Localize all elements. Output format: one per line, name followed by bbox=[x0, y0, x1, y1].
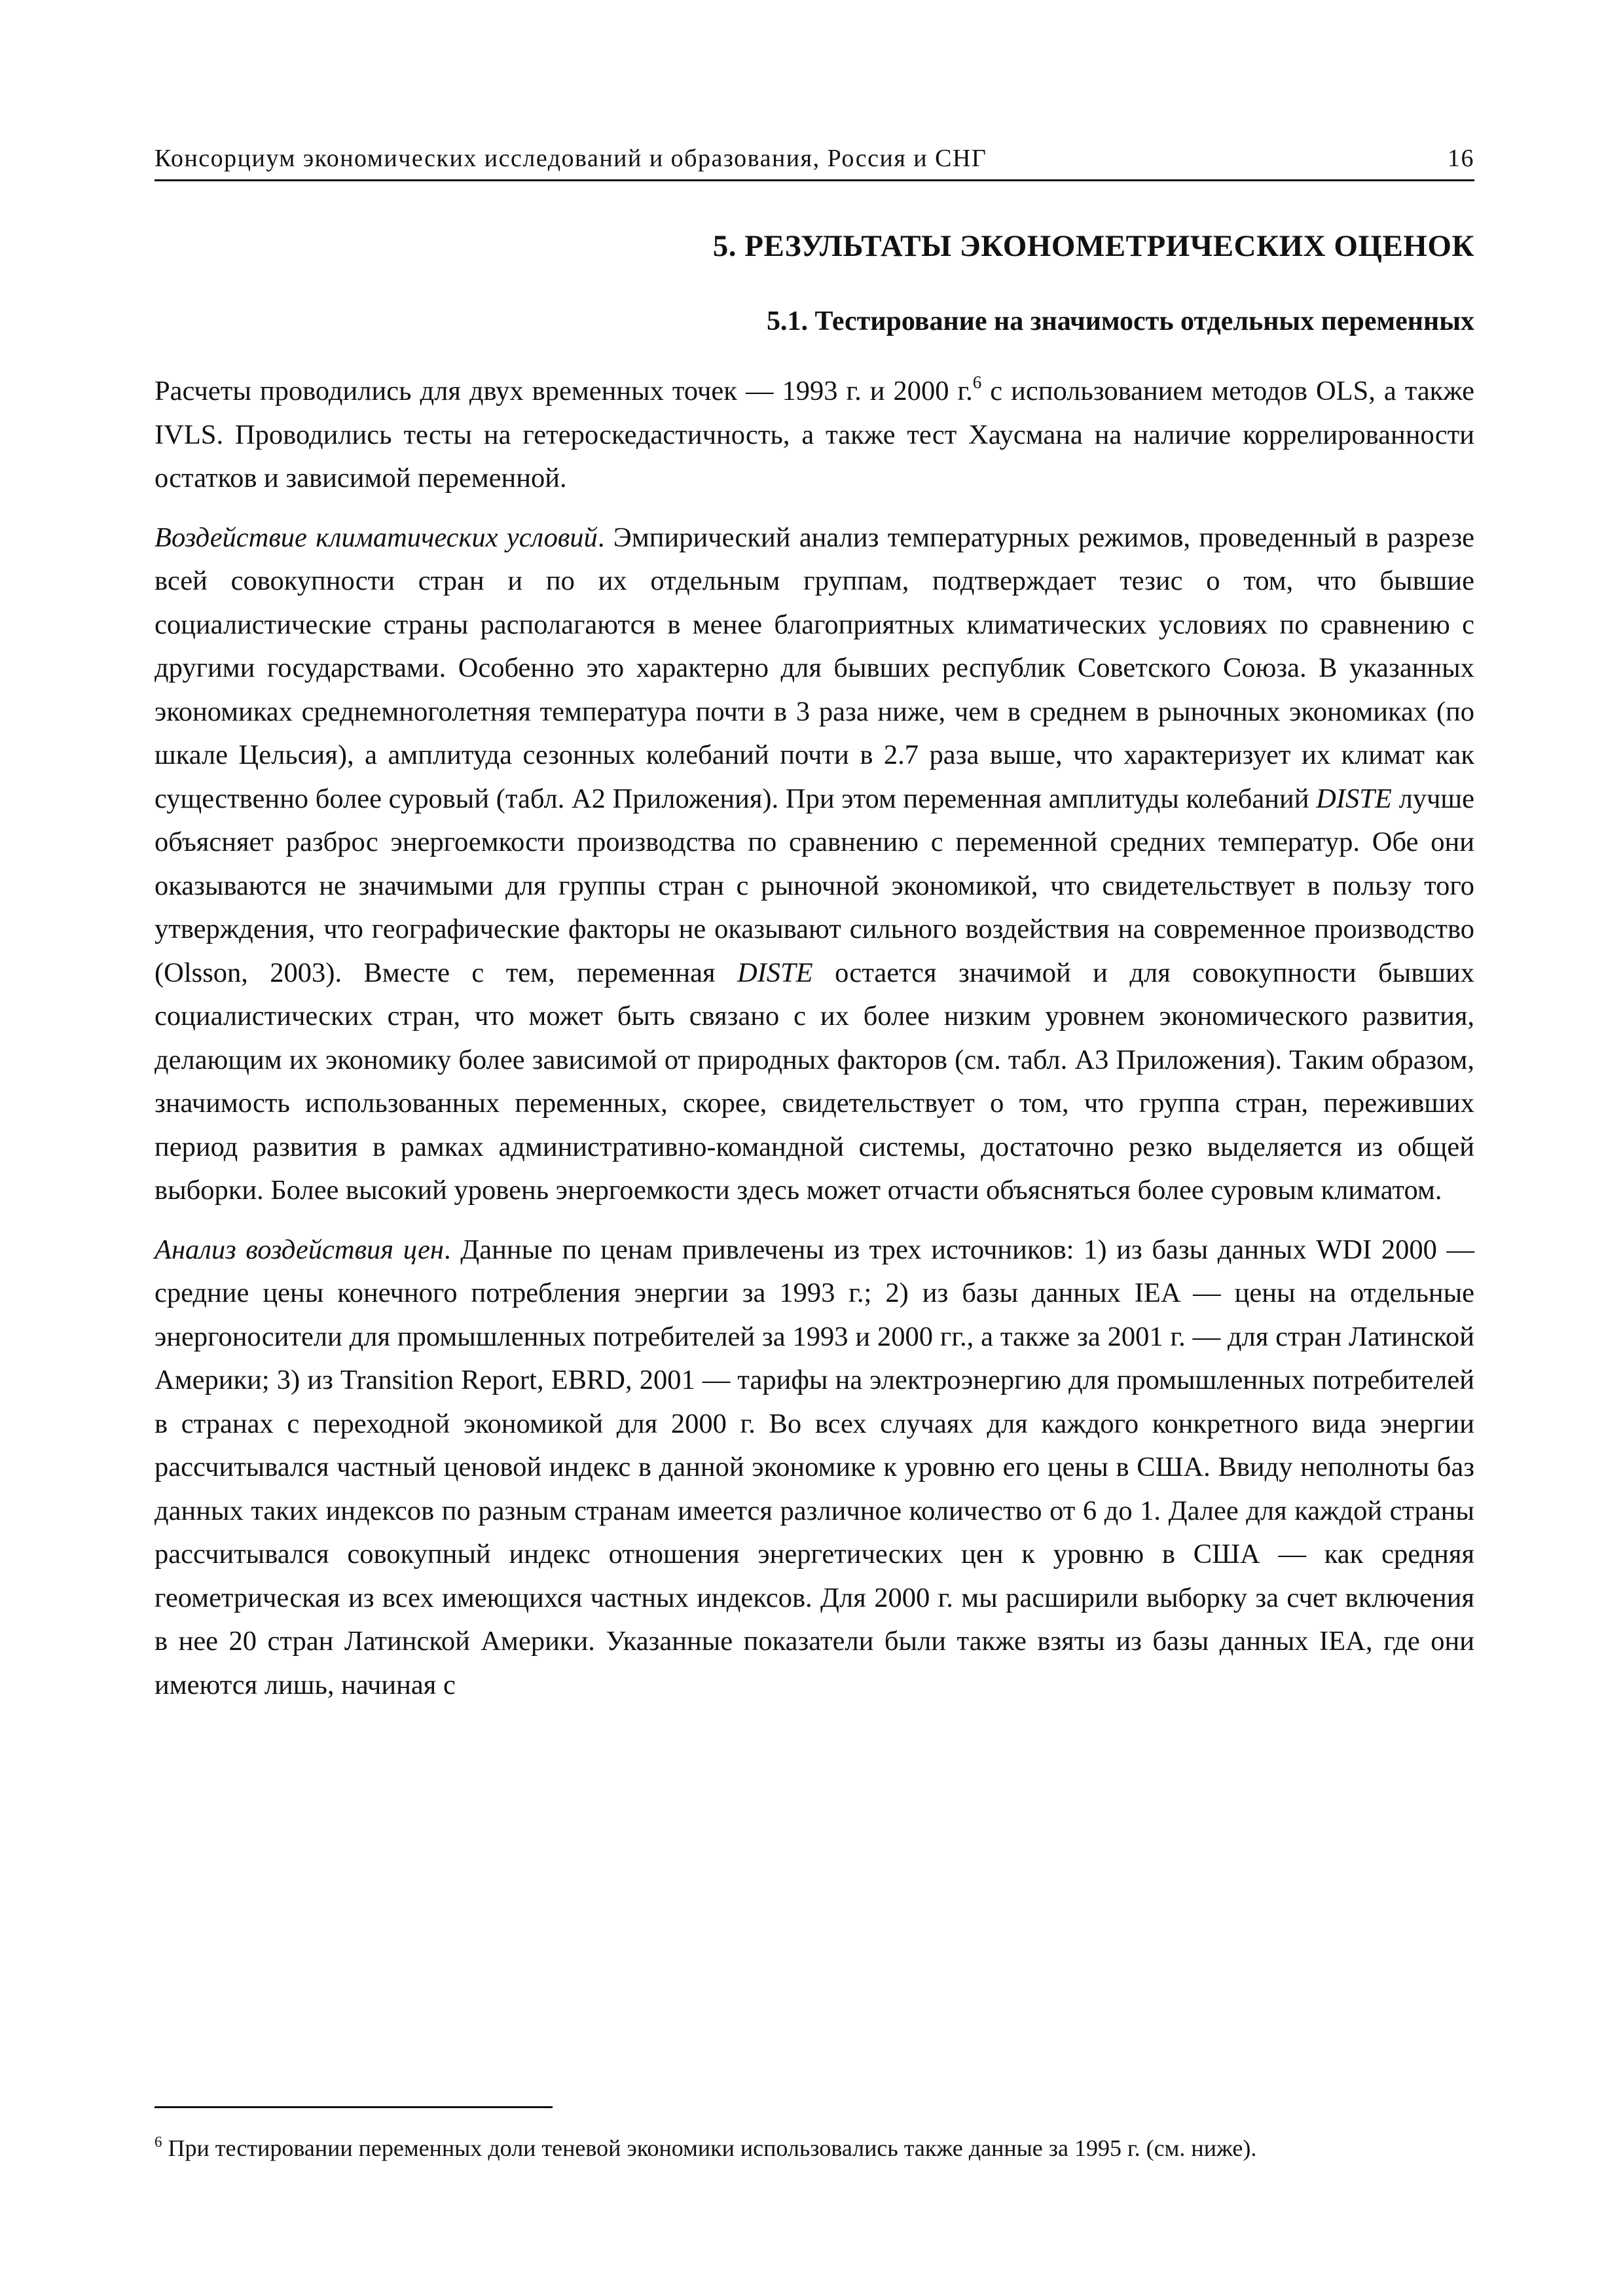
paragraph-text: . Данные по ценам привлечены из трех источников: 1) из базы данных WDI 2000 — средние цены конечного потребления энергии за 1993 г.; 2) из базы данных IEA — цены на отдельные энергоносители для промышленных потребителей за 1993 и 2000 гг., а также за 2001 г. — для стран Латинской Америки; 3) из Transition Report, EBRD, 2001 — тарифы на электроэнергию для промышленных потребителей в странах с переходной экономикой для 2000 г. Во всех случаях для каждого конкретного вида энергии рассчитывался частный ценовой индекс в данной экономике к уровню его цены в США. Ввиду неполноты баз данных таких индексов по разным странам имеется различное количество от 6 до 1. Далее для каждой страны рассчитывался совокупный индекс отношения энергетических цен к уровню в США — как средняя геометрическая из всех имеющихся частных индексов. Для 2000 г. мы расширили выборку за счет включения в нее 20 стран Латинской Америки. Указанные показатели были также взяты из базы данных IEA, где они имеются лишь, начиная с bbox=[155, 1234, 1474, 1700]
footnote-divider bbox=[155, 2106, 553, 2108]
page-number: 16 bbox=[1448, 145, 1474, 172]
paragraph-lead-prices: Анализ воздействия цен bbox=[155, 1234, 444, 1265]
section-title: 5. РЕЗУЛЬТАТЫ ЭКОНОМЕТРИЧЕСКИХ ОЦЕНОК bbox=[712, 229, 1474, 263]
paragraph-climate bbox=[155, 516, 1474, 1213]
paragraph-text: Расчеты проводились для двух временных точек — 1993 г. и 2000 г. bbox=[155, 376, 973, 406]
paragraph-lead-climate: Воздействие климатических условий bbox=[155, 522, 598, 553]
page-content bbox=[155, 144, 1474, 1707]
paragraph-text: лучше объясняет разброс энергоемкости производства по сравнению с переменной средних температур. Обе они оказываются не значимыми для группы стран с рыночной экономикой, что свидетельствует в пользу того утверждения, что географические факторы не оказывают сильного воздействия на современное производство (Olsson, 2003). Вместе с тем, переменная bbox=[155, 783, 1474, 988]
paragraph-text: с использованием методов OLS, а также IVLS. Проводились тесты на гетероскедастичность, а также тест Хаусмана на наличие коррелированности остатков и зависимой переменной. bbox=[155, 376, 1475, 493]
running-title: Консорциум экономических исследований и образования, Россия и СНГ bbox=[155, 145, 987, 172]
paragraph-text: остается значимой и для совокупности бывших социалистических стран, что может быть связано с их более низким уровнем экономического развития, делающим их экономику более зависимой от природных факторов (см. табл. А3 Приложения). Таким образом, значимость использованных переменных, скорее, свидетельствует о том, что группа стран, переживших период развития в рамках административно-командной системы, достаточно резко выделяется из общей выборки. Более высокий уровень энергоемкости здесь может отчасти объясняться более суровым климатом. bbox=[155, 957, 1475, 1206]
paragraph-methods bbox=[155, 370, 1474, 501]
running-header bbox=[155, 144, 1474, 181]
paragraph-text: . Эмпирический анализ температурных режимов, проведенный в разрезе всей совокупности стран и по их отдельным группам, подтверждает тезис о том, что бывшие социалистические страны располагаются в менее благоприятных климатических условиях по сравнению с другими государствами. Особенно это характерно для бывших республик Советского Союза. В указанных экономиках среднемноголетняя температура почти в 3 раза ниже, чем в среднем в рыночных экономиках (по шкале Цельсия), а амплитуда сезонных колебаний почти в 2.7 раза выше, что характеризует их климат как существенно более суровый (табл. А2 Приложения). При этом переменная амплитуды колебаний bbox=[155, 522, 1474, 814]
footnote-text: При тестировании переменных доли теневой экономики использовались также данные за 1995 г. (см. ниже). bbox=[162, 2135, 1257, 2161]
footnote bbox=[155, 2132, 1474, 2164]
footnote-reference[interactable]: 6 bbox=[972, 372, 982, 392]
variable-name: DISTE bbox=[737, 957, 813, 988]
subsection-title: 5.1. Тестирование на значимость отдельных переменных bbox=[766, 306, 1474, 336]
paragraph-prices bbox=[155, 1229, 1474, 1708]
variable-name: DISTE bbox=[1316, 783, 1392, 814]
footnote-marker: 6 bbox=[155, 2134, 162, 2150]
